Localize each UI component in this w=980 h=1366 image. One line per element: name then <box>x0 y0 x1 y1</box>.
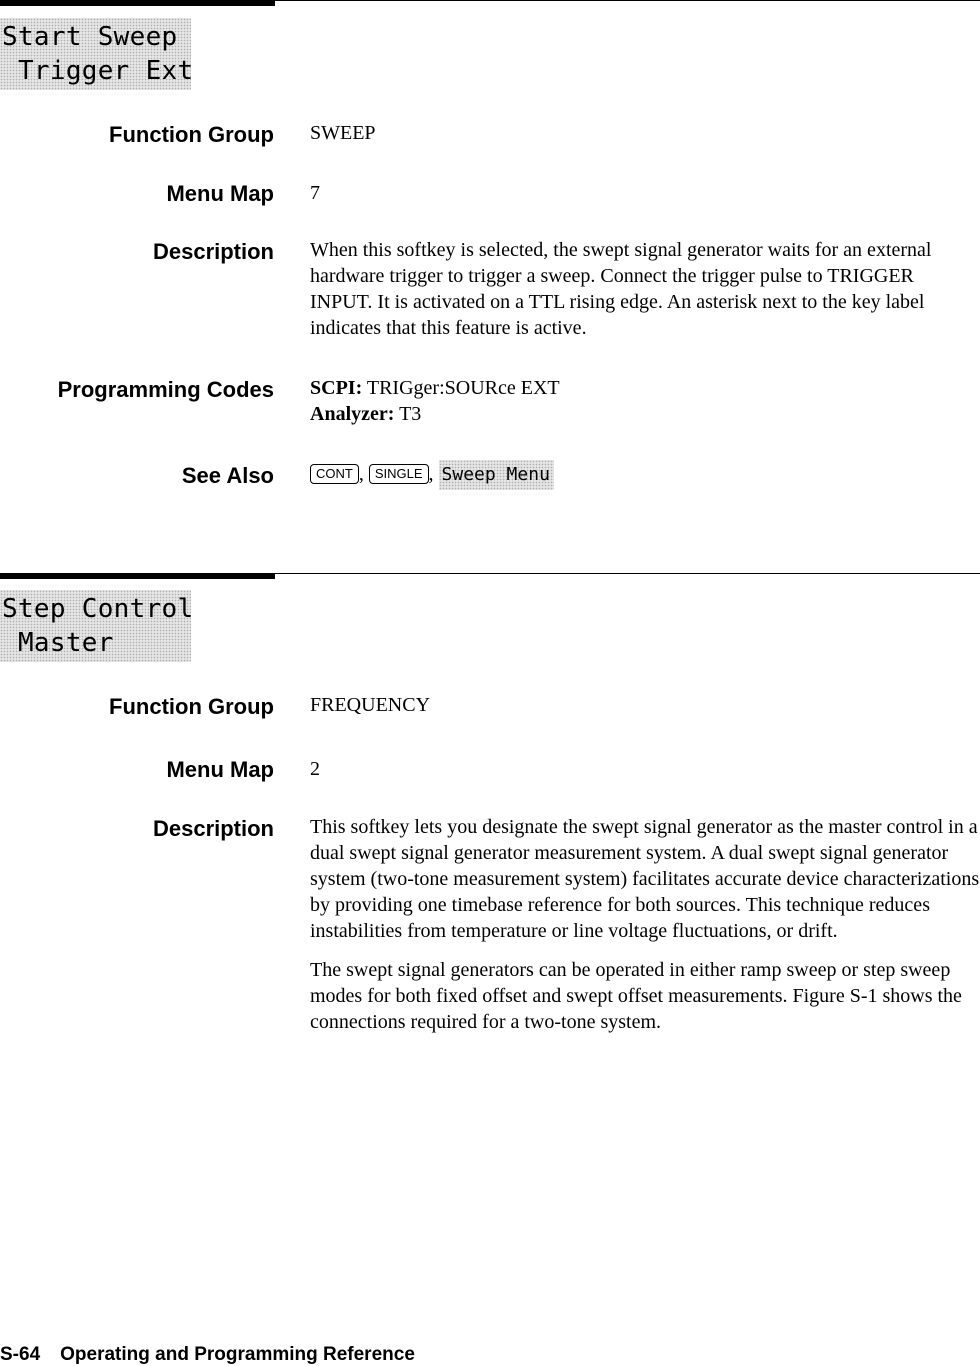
softkey-title-line-1: Step Control <box>2 594 194 624</box>
softkey-title-line-2: Trigger Ext <box>2 56 194 86</box>
analyzer-value: T3 <box>399 403 422 425</box>
section-rule-thin <box>275 0 980 1</box>
section-rule-thin <box>275 573 980 574</box>
value-programming-codes <box>310 375 980 427</box>
hardkey-single: SINGLE <box>369 464 429 484</box>
value-description <box>310 814 980 1035</box>
section-rule-thick <box>0 573 275 579</box>
footer-title: Operating and Programming Reference <box>60 1344 415 1365</box>
section-rule-thick <box>0 0 275 6</box>
value-menu-map: 2 <box>310 758 320 780</box>
analyzer-label: Analyzer: <box>310 403 395 425</box>
see-also-separator: , <box>428 463 434 485</box>
analyzer-line <box>310 401 980 427</box>
page-number: S-64 <box>0 1344 41 1365</box>
scpi-line <box>310 375 980 401</box>
label-description: Description <box>152 816 274 841</box>
label-see-also: See Also <box>181 463 274 488</box>
label-function-group: Function Group <box>109 694 274 719</box>
softkey-sweep-menu: Sweep Menu <box>439 460 554 490</box>
page-footer <box>0 1344 415 1366</box>
softkey-title <box>0 18 194 90</box>
value-menu-map: 7 <box>310 182 320 204</box>
value-function-group: FREQUENCY <box>310 694 431 716</box>
label-function-group: Function Group <box>109 122 274 147</box>
description-paragraph-1: This softkey lets you designate the swept signal generator as the master control in a dual swept signal generator measurement system. A dual swept signal generator system (two-tone measurement system) facilitates accurate device characterizations by providing one timebase reference for both sources. This technique reduces instabilities from temperature or line voltage fluctuations, or drift. <box>310 816 980 942</box>
see-also-separator: , <box>358 463 364 485</box>
softkey-title-line-2: Master <box>2 628 114 658</box>
scpi-value: TRIGger:SOURce EXT <box>366 377 560 399</box>
scpi-label: SCPI: <box>310 377 363 399</box>
softkey-title-line-1: Start Sweep <box>2 22 178 52</box>
label-description: Description <box>152 239 274 264</box>
label-programming-codes: Programming Codes <box>57 377 274 402</box>
value-description <box>310 237 980 341</box>
description-paragraph: When this softkey is selected, the swept signal generator waits for an external hardware trigger to trigger a sweep. Connect the trigger pulse to TRIGGER INPUT. It is activated on a TTL rising edge. An asterisk next to the key label indicates that this feature is active. <box>310 239 932 339</box>
description-paragraph-2: The swept signal generators can be operated in either ramp sweep or step sweep modes for both fixed offset and swept offset measurements. Figure S-1 shows the connections required for a two-tone system. <box>310 959 962 1033</box>
label-menu-map: Menu Map <box>166 757 274 782</box>
softkey-title <box>0 590 194 662</box>
hardkey-cont: CONT <box>310 464 359 484</box>
label-menu-map: Menu Map <box>166 181 274 206</box>
value-see-also <box>310 460 980 490</box>
value-function-group: SWEEP <box>310 122 376 144</box>
